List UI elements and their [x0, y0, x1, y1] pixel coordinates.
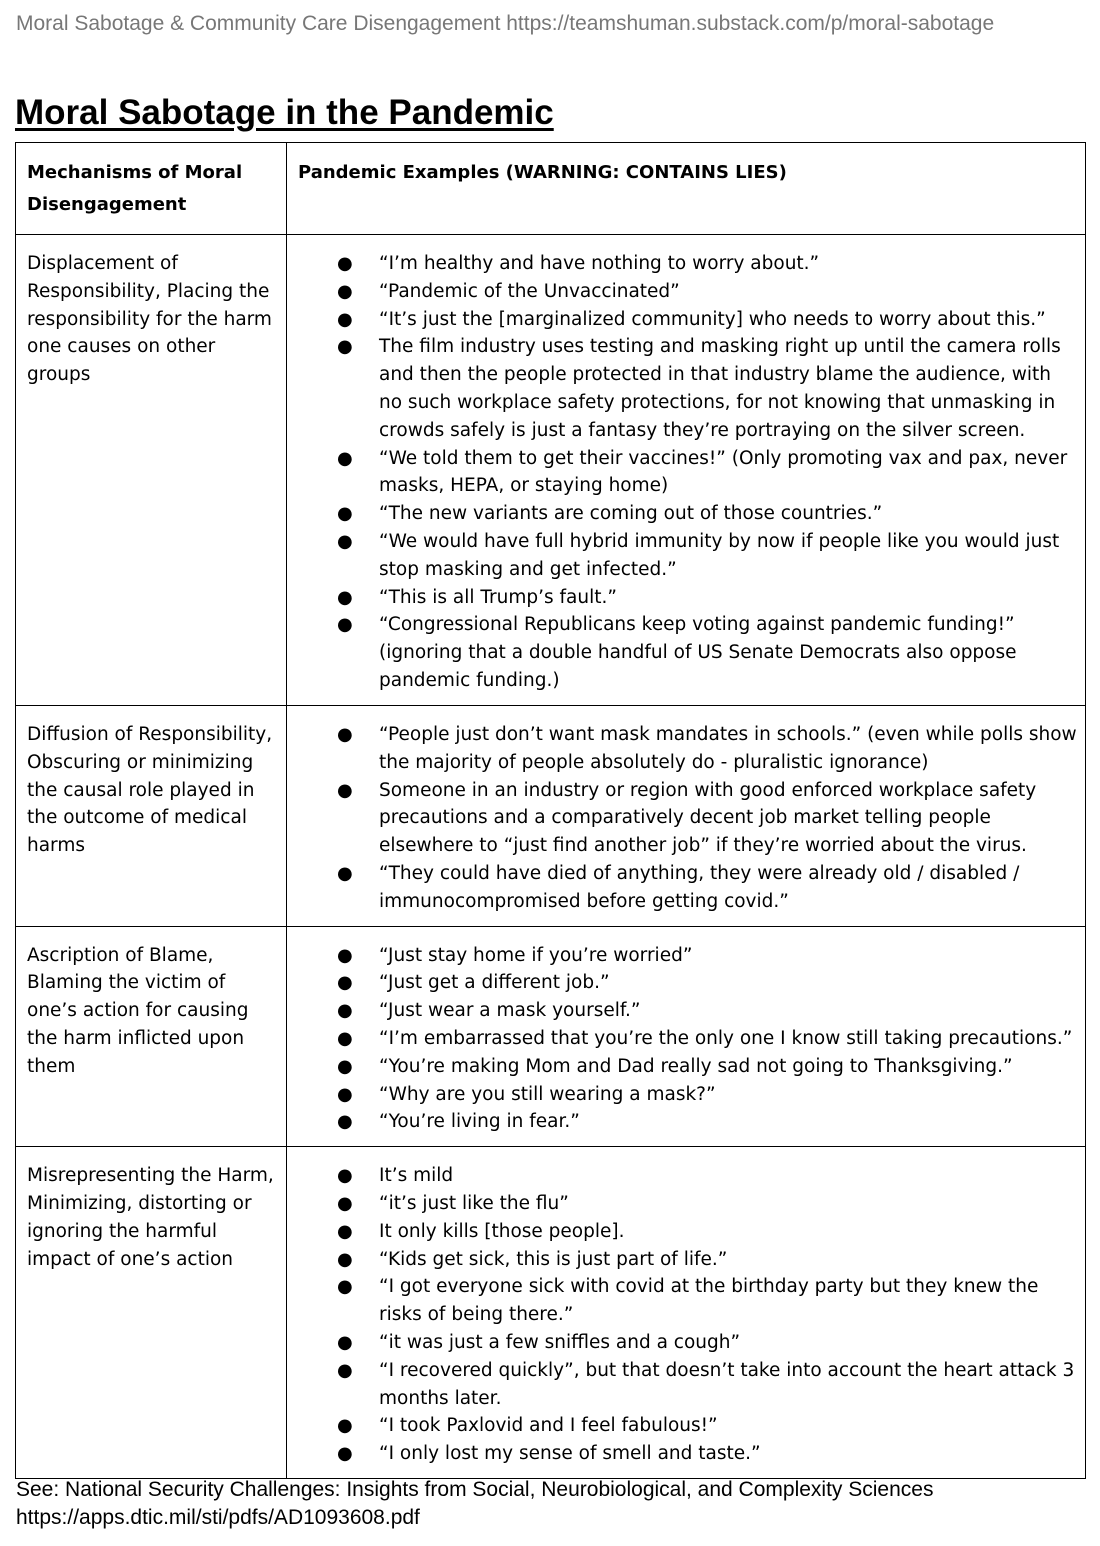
examples-cell: [287, 706, 1086, 927]
bullet-icon: ●: [337, 724, 353, 745]
bullet-icon: ●: [337, 1359, 353, 1381]
list-item: ● “You’re living in fear.”: [287, 1108, 1077, 1136]
bullet-icon: ●: [337, 586, 353, 608]
bullet-icon: ●: [337, 336, 353, 358]
mechanism-cell: Diffusion of Responsibility, Obscuring or minimizing the causal role played in the outcome of medical harms: [16, 706, 287, 927]
table-row: [16, 706, 1086, 927]
bullet-icon: ●: [337, 1331, 353, 1353]
list-item: ● “It’s just the [marginalized community] who needs to worry about this.”: [287, 306, 1077, 334]
bullet-icon: ●: [337, 614, 353, 636]
bullet-icon: ●: [337, 530, 353, 552]
bullet-icon: ●: [337, 1192, 353, 1214]
list-item: ● “it’s just like the flu”: [287, 1190, 1077, 1218]
bullet-icon: ●: [337, 862, 353, 884]
list-item: ● “You’re making Mom and Dad really sad not going to Thanksgiving.”: [287, 1053, 1077, 1081]
list-item: ● “Just stay home if you’re worried”: [287, 942, 1077, 970]
mechanism-cell: Displacement of Responsibility, Placing the responsibility for the harm one causes on other groups: [16, 235, 287, 706]
list-item: ● It only kills [those people].: [287, 1218, 1077, 1246]
examples-list: [287, 250, 1077, 695]
bullet-icon: ●: [337, 1443, 353, 1465]
examples-list: [287, 1162, 1077, 1468]
bullet-icon: ●: [337, 972, 353, 994]
header-examples: Pandemic Examples (WARNING: CONTAINS LIES): [287, 143, 1086, 235]
table-row: [16, 1147, 1086, 1479]
bullet-icon: ●: [337, 447, 353, 469]
moral-disengagement-table: [15, 142, 1086, 1479]
document-title: Moral Sabotage in the Pandemic: [15, 93, 554, 132]
bullet-icon: ●: [337, 1083, 353, 1105]
list-item: ● “We would have full hybrid immunity by now if people like you would just stop masking and get infected.”: [287, 528, 1077, 584]
list-item: ● “This is all Trump’s fault.”: [287, 584, 1077, 612]
bullet-icon: ●: [337, 1415, 353, 1437]
examples-cell: [287, 1147, 1086, 1479]
list-item: ● “I only lost my sense of smell and taste.”: [287, 1440, 1077, 1468]
bullet-icon: ●: [337, 1276, 353, 1298]
examples-list: [287, 942, 1077, 1137]
table-row: [16, 235, 1086, 706]
examples-cell: [287, 926, 1086, 1147]
examples-list: [287, 721, 1077, 916]
bullet-icon: ●: [337, 503, 353, 525]
bullet-icon: ●: [337, 1248, 353, 1270]
bullet-icon: ●: [337, 1000, 353, 1022]
list-item: ● “I recovered quickly”, but that doesn’t take into account the heart attack 3 months later.: [287, 1357, 1077, 1413]
bullet-icon: ●: [337, 1111, 353, 1133]
list-item: ● “I got everyone sick with covid at the birthday party but they knew the risks of being there.”: [287, 1273, 1077, 1329]
list-item: ● “Congressional Republicans keep voting against pandemic funding!” (ignoring that a double handful of US Senate Democrats also oppose pandemic funding.): [287, 611, 1077, 694]
examples-cell: [287, 235, 1086, 706]
bullet-icon: ●: [337, 308, 353, 330]
list-item: ● “I’m healthy and have nothing to worry about.”: [287, 250, 1077, 278]
list-item: ● “Kids get sick, this is just part of life.”: [287, 1246, 1077, 1274]
list-item: ● The film industry uses testing and masking right up until the camera rolls and then the people protected in that industry blame the audience, with no such workplace safety protections, for not knowing that unmasking in crowds safely is just a fantasy they’re portraying on the silver screen.: [287, 333, 1077, 444]
mechanism-cell: Misrepresenting the Harm, Minimizing, distorting or ignoring the harmful impact of one’s action: [16, 1147, 287, 1479]
bullet-icon: ●: [337, 1165, 353, 1187]
list-item: ● “We told them to get their vaccines!” (Only promoting vax and pax, never masks, HEPA, or staying home): [287, 445, 1077, 501]
bullet-icon: ●: [337, 1027, 353, 1049]
list-item: ● Someone in an industry or region with good enforced workplace safety precautions and a comparatively decent job market telling people elsewhere to “just find another job” if they’re worried about the virus.: [287, 777, 1077, 860]
bullet-icon: ●: [337, 280, 353, 302]
bullet-icon: ●: [337, 1055, 353, 1077]
list-item: ● It’s mild: [287, 1162, 1077, 1190]
table-header-row: [16, 143, 1086, 235]
list-item: ● “I took Paxlovid and I feel fabulous!”: [287, 1412, 1077, 1440]
list-item: ● “Why are you still wearing a mask?”: [287, 1081, 1077, 1109]
header-mechanisms: Mechanisms of Moral Disengagement: [16, 143, 287, 235]
bullet-icon: ●: [337, 944, 353, 966]
list-item: ● “it was just a few sniffles and a cough”: [287, 1329, 1077, 1357]
mechanism-cell: Ascription of Blame, Blaming the victim of one’s action for causing the harm inflicted upon them: [16, 926, 287, 1147]
table-row: [16, 926, 1086, 1147]
page-header: Moral Sabotage & Community Care Disengagement https://teamshuman.substack.com/p/moral-sabotage: [16, 12, 995, 35]
list-item: ● “Just get a different job.”: [287, 969, 1077, 997]
citation-url: https://apps.dtic.mil/sti/pdfs/AD1093608.pdf: [16, 1506, 420, 1529]
list-item: ● “People just don’t want mask mandates in schools.” (even while polls show the majority of people absolutely do - pluralistic ignorance): [287, 721, 1077, 777]
citation-text: See: National Security Challenges: Insights from Social, Neurobiological, and Complexity Sciences: [16, 1478, 934, 1501]
bullet-icon: ●: [337, 779, 353, 801]
bullet-icon: ●: [337, 1220, 353, 1242]
list-item: ● “Pandemic of the Unvaccinated”: [287, 278, 1077, 306]
list-item: ● “I’m embarrassed that you’re the only one I know still taking precautions.”: [287, 1025, 1077, 1053]
list-item: ● “Just wear a mask yourself.”: [287, 997, 1077, 1025]
source-citation: [16, 1476, 933, 1532]
bullet-icon: ●: [337, 253, 353, 274]
list-item: ● “They could have died of anything, they were already old / disabled / immunocompromised before getting covid.”: [287, 860, 1077, 916]
list-item: ● “The new variants are coming out of those countries.”: [287, 500, 1077, 528]
